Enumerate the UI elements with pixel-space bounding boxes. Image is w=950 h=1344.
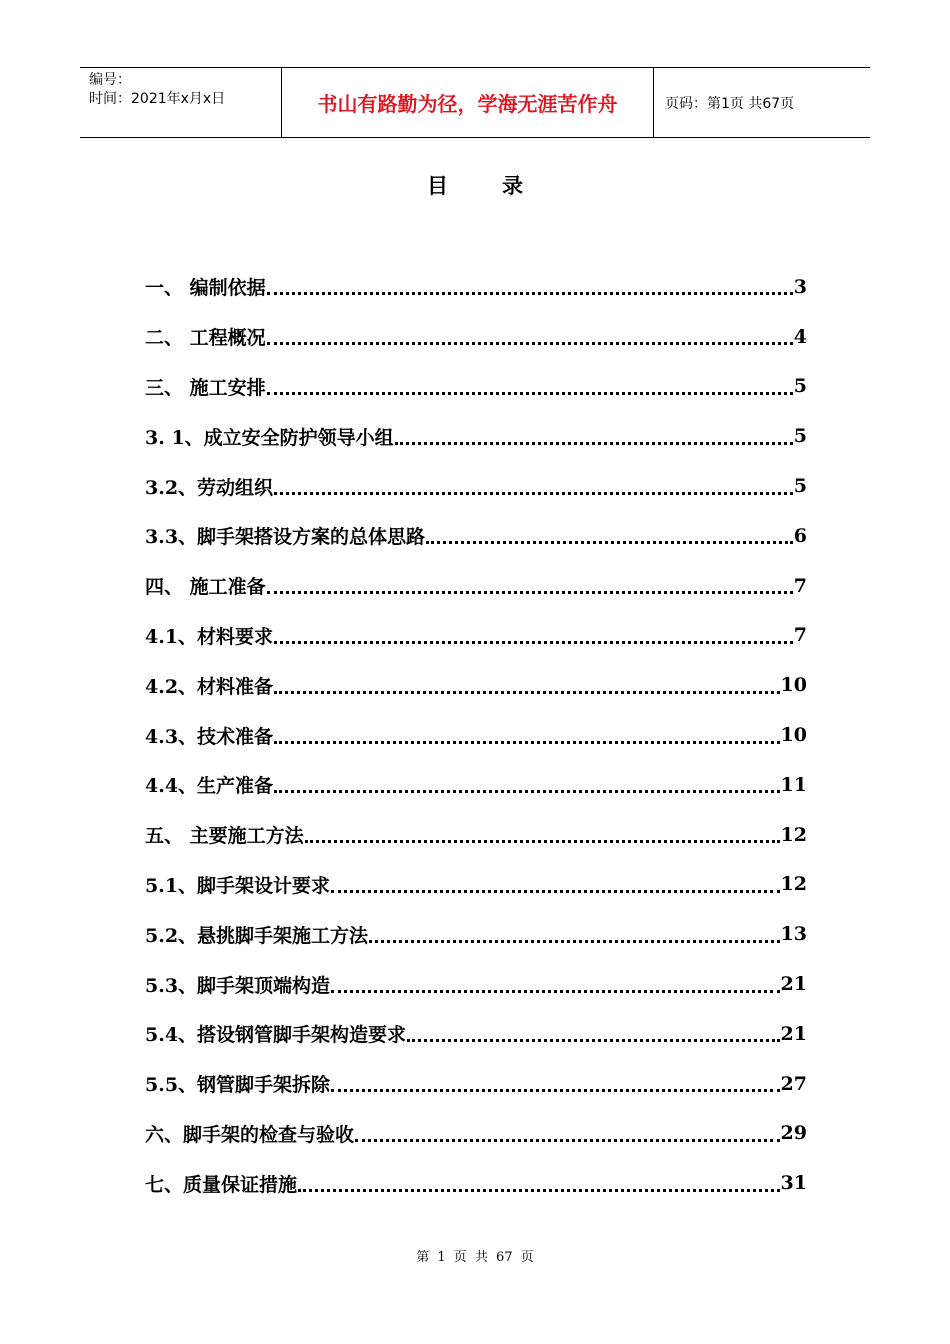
toc-entry-label: 5.2、悬挑脚手架施工方法	[145, 924, 369, 947]
toc-leader-dots	[331, 876, 779, 893]
toc-entry-page-number: 13	[780, 923, 807, 946]
header-meta	[80, 68, 282, 137]
toc-entry-label: 4.3、技术准备	[145, 725, 274, 748]
toc-leader-dots	[274, 478, 793, 495]
toc-entry[interactable]	[145, 362, 807, 412]
toc-entry-page-number: 10	[780, 724, 807, 747]
toc-entry-page-number: 3	[793, 275, 807, 298]
page-footer: 第 1 页 共 67 页	[416, 1250, 534, 1265]
toc-entry-label: 五、 主要施工方法	[145, 825, 304, 848]
toc-entry[interactable]	[145, 461, 807, 511]
toc-title	[0, 170, 950, 200]
toc-entry-label: 4.1、材料要求	[145, 625, 274, 648]
toc-entry-page-number: 5	[793, 475, 807, 498]
toc-entry[interactable]	[145, 1158, 807, 1208]
table-of-contents	[145, 262, 807, 1208]
toc-entry-page-number: 27	[780, 1072, 807, 1095]
toc-entry[interactable]	[145, 660, 807, 710]
toc-entry-page-number: 10	[780, 674, 807, 697]
toc-entry-page-number: 7	[793, 574, 807, 597]
toc-entry[interactable]	[145, 312, 807, 362]
toc-entry-label: 3.2、劳动组织	[145, 476, 274, 499]
toc-leader-dots	[426, 527, 793, 544]
toc-leader-dots	[369, 926, 779, 943]
toc-entry-label: 3.3、脚手架搭设方案的总体思路	[145, 526, 426, 549]
toc-entry-page-number: 31	[780, 1172, 807, 1195]
toc-entry-page-number: 21	[780, 1022, 807, 1045]
toc-entry-label: 3. 1、成立安全防护领导小组	[145, 426, 394, 449]
toc-entry[interactable]	[145, 262, 807, 312]
toc-leader-dots	[274, 727, 779, 744]
toc-entry-label: 四、 施工准备	[145, 576, 266, 599]
toc-entry[interactable]	[145, 511, 807, 561]
toc-entry-page-number: 12	[780, 873, 807, 896]
toc-entry-label: 5.5、钢管脚手架拆除	[145, 1074, 331, 1097]
toc-entry-label: 4.4、生产准备	[145, 775, 274, 798]
toc-leader-dots	[267, 378, 793, 395]
page-header	[80, 67, 870, 138]
toc-entry-page-number: 21	[780, 973, 807, 996]
toc-title-char-2: 录	[502, 173, 523, 198]
toc-entry[interactable]	[145, 909, 807, 959]
toc-entry-page-number: 5	[793, 375, 807, 398]
toc-entry-label: 一、 编制依据	[145, 277, 266, 300]
toc-leader-dots	[267, 278, 793, 295]
toc-entry-page-number: 12	[780, 823, 807, 846]
toc-entry[interactable]	[145, 1059, 807, 1109]
toc-leader-dots	[298, 1175, 780, 1192]
toc-entry[interactable]	[145, 1109, 807, 1159]
toc-entry-label: 六、脚手架的检查与验收	[145, 1123, 355, 1146]
toc-entry-label: 4.2、材料准备	[145, 675, 274, 698]
toc-leader-dots	[267, 577, 793, 594]
toc-title-char-1: 目	[427, 173, 448, 198]
toc-entry[interactable]	[145, 561, 807, 611]
toc-leader-dots	[274, 776, 779, 793]
toc-entry[interactable]	[145, 860, 807, 910]
toc-leader-dots	[267, 328, 793, 345]
toc-leader-dots	[395, 428, 793, 445]
toc-entry[interactable]	[145, 810, 807, 860]
toc-entry-label: 5.3、脚手架顶端构造	[145, 974, 331, 997]
toc-leader-dots	[274, 677, 779, 694]
header-motto: 书山有路勤为径，学海无涯苦作舟	[282, 68, 654, 137]
toc-entry-page-number: 29	[780, 1122, 807, 1145]
toc-leader-dots	[274, 627, 793, 644]
header-page-info: 页码：第1页 共67页	[665, 95, 795, 112]
toc-entry-label: 三、 施工安排	[145, 376, 266, 399]
toc-entry-page-number: 7	[793, 624, 807, 647]
toc-entry-page-number: 5	[793, 425, 807, 448]
toc-entry[interactable]	[145, 710, 807, 760]
toc-entry-label: 二、 工程概况	[145, 327, 266, 350]
toc-leader-dots	[331, 976, 779, 993]
toc-entry[interactable]	[145, 760, 807, 810]
toc-entry[interactable]	[145, 411, 807, 461]
toc-entry-page-number: 6	[793, 524, 807, 547]
toc-leader-dots	[305, 826, 780, 843]
toc-entry[interactable]	[145, 959, 807, 1009]
toc-leader-dots	[407, 1025, 779, 1042]
toc-entry-label: 5.4、搭设钢管脚手架构造要求	[145, 1024, 407, 1047]
document-time: 时间：2021年x月x日	[89, 91, 226, 107]
toc-entry-label: 5.1、脚手架设计要求	[145, 874, 331, 897]
toc-entry-page-number: 11	[780, 773, 807, 796]
toc-entry[interactable]	[145, 1009, 807, 1059]
toc-entry-page-number: 4	[793, 325, 807, 348]
toc-entry[interactable]	[145, 611, 807, 661]
toc-leader-dots	[355, 1125, 780, 1142]
toc-leader-dots	[331, 1075, 779, 1092]
document-number-label: 编号：	[89, 72, 131, 88]
toc-entry-label: 七、质量保证措施	[145, 1173, 298, 1196]
